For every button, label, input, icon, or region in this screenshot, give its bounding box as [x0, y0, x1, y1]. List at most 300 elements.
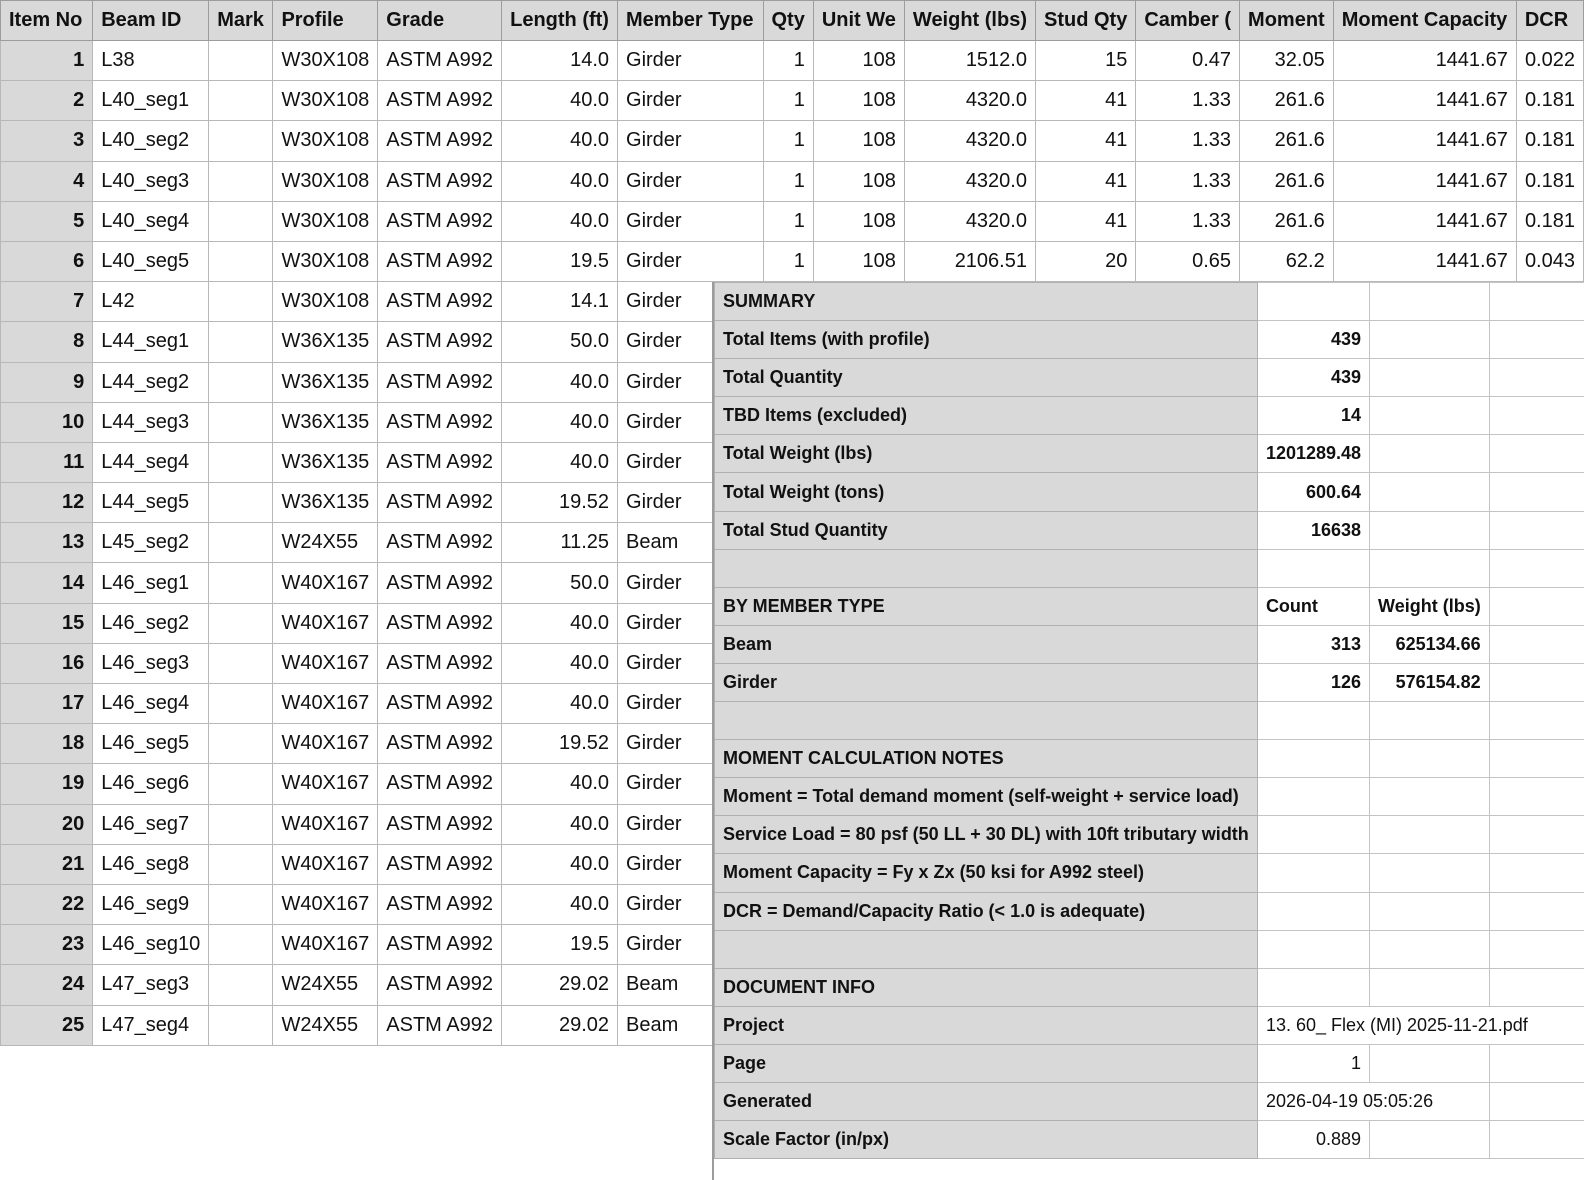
weight-cell[interactable]: 4320.0	[904, 81, 1035, 121]
length-cell[interactable]: 11.25	[502, 523, 618, 563]
total-weight-tons-value[interactable]: 600.64	[1257, 473, 1369, 511]
item-no-cell[interactable]: 20	[1, 804, 93, 844]
empty-cell[interactable]	[1370, 397, 1490, 435]
unit-weight-cell[interactable]: 108	[813, 41, 904, 81]
mark-cell[interactable]	[209, 764, 273, 804]
mark-cell[interactable]	[209, 121, 273, 161]
generated-value[interactable]: 2026-04-19 05:05:26	[1257, 1082, 1489, 1120]
beam-id-cell[interactable]: L46_seg2	[93, 603, 209, 643]
empty-cell[interactable]	[1257, 854, 1369, 892]
weight-cell[interactable]: 1512.0	[904, 41, 1035, 81]
profile-cell[interactable]: W40X167	[273, 603, 378, 643]
moment-capacity-cell[interactable]: 1441.67	[1333, 161, 1516, 201]
empty-cell[interactable]	[1370, 321, 1490, 359]
empty-cell[interactable]	[1370, 359, 1490, 397]
length-cell[interactable]: 40.0	[502, 884, 618, 924]
empty-cell[interactable]	[1489, 283, 1584, 321]
column-header-camber[interactable]: Camber (	[1136, 1, 1240, 41]
length-cell[interactable]: 19.5	[502, 241, 618, 281]
empty-cell[interactable]	[1370, 1121, 1490, 1159]
summary-section-title[interactable]: SUMMARY	[715, 283, 1258, 321]
length-cell[interactable]: 40.0	[502, 161, 618, 201]
empty-cell[interactable]	[1489, 663, 1584, 701]
beam-id-cell[interactable]: L42	[93, 282, 209, 322]
length-cell[interactable]: 40.0	[502, 362, 618, 402]
scale-factor-label[interactable]: Scale Factor (in/px)	[715, 1121, 1258, 1159]
item-no-cell[interactable]: 8	[1, 322, 93, 362]
beam-id-cell[interactable]: L46_seg9	[93, 884, 209, 924]
item-no-cell[interactable]: 21	[1, 844, 93, 884]
empty-cell[interactable]	[715, 702, 1258, 740]
dcr-cell[interactable]: 0.181	[1516, 81, 1583, 121]
camber-cell[interactable]: 0.65	[1136, 241, 1240, 281]
beam-count-value[interactable]: 313	[1257, 625, 1369, 663]
mark-cell[interactable]	[209, 925, 273, 965]
column-header-stud-qty[interactable]: Stud Qty	[1035, 1, 1135, 41]
grade-cell[interactable]: ASTM A992	[378, 563, 502, 603]
member-type-cell[interactable]: Beam	[618, 1005, 763, 1045]
mark-cell[interactable]	[209, 684, 273, 724]
item-no-cell[interactable]: 11	[1, 442, 93, 482]
generated-label[interactable]: Generated	[715, 1082, 1258, 1120]
total-items-value[interactable]: 439	[1257, 321, 1369, 359]
girder-count-value[interactable]: 126	[1257, 663, 1369, 701]
empty-cell[interactable]	[1489, 473, 1584, 511]
mark-cell[interactable]	[209, 844, 273, 884]
qty-cell[interactable]: 1	[763, 161, 813, 201]
grade-cell[interactable]: ASTM A992	[378, 241, 502, 281]
empty-cell[interactable]	[1489, 397, 1584, 435]
mark-cell[interactable]	[209, 282, 273, 322]
profile-cell[interactable]: W36X135	[273, 322, 378, 362]
beam-id-cell[interactable]: L44_seg4	[93, 442, 209, 482]
beam-id-cell[interactable]: L46_seg1	[93, 563, 209, 603]
empty-cell[interactable]	[1370, 740, 1490, 778]
profile-cell[interactable]: W24X55	[273, 523, 378, 563]
beam-id-cell[interactable]: L46_seg3	[93, 643, 209, 683]
total-weight-lbs-label[interactable]: Total Weight (lbs)	[715, 435, 1258, 473]
weight-cell[interactable]: 2106.51	[904, 241, 1035, 281]
weight-header[interactable]: Weight (lbs)	[1370, 587, 1490, 625]
mark-cell[interactable]	[209, 1005, 273, 1045]
empty-cell[interactable]	[1257, 968, 1369, 1006]
weight-cell[interactable]: 4320.0	[904, 161, 1035, 201]
empty-cell[interactable]	[1370, 930, 1490, 968]
member-type-cell[interactable]: Girder	[618, 161, 763, 201]
total-quantity-value[interactable]: 439	[1257, 359, 1369, 397]
item-no-cell[interactable]: 12	[1, 483, 93, 523]
total-quantity-label[interactable]: Total Quantity	[715, 359, 1258, 397]
empty-cell[interactable]	[1370, 702, 1490, 740]
profile-cell[interactable]: W40X167	[273, 563, 378, 603]
page-label[interactable]: Page	[715, 1044, 1258, 1082]
member-type-cell[interactable]: Girder	[618, 241, 763, 281]
mark-cell[interactable]	[209, 643, 273, 683]
beam-id-cell[interactable]: L40_seg2	[93, 121, 209, 161]
dcr-cell[interactable]: 0.181	[1516, 201, 1583, 241]
empty-cell[interactable]	[1489, 892, 1584, 930]
moment-cell[interactable]: 62.2	[1240, 241, 1334, 281]
column-header-moment-capacity[interactable]: Moment Capacity	[1333, 1, 1516, 41]
item-no-cell[interactable]: 6	[1, 241, 93, 281]
empty-cell[interactable]	[1489, 930, 1584, 968]
beam-weight-value[interactable]: 625134.66	[1370, 625, 1490, 663]
total-items-label[interactable]: Total Items (with profile)	[715, 321, 1258, 359]
note-dcr[interactable]: DCR = Demand/Capacity Ratio (< 1.0 is adequate)	[715, 892, 1258, 930]
profile-cell[interactable]: W36X135	[273, 483, 378, 523]
grade-cell[interactable]: ASTM A992	[378, 442, 502, 482]
qty-cell[interactable]: 1	[763, 81, 813, 121]
column-header-moment[interactable]: Moment	[1240, 1, 1334, 41]
item-no-cell[interactable]: 9	[1, 362, 93, 402]
unit-weight-cell[interactable]: 108	[813, 81, 904, 121]
grade-cell[interactable]: ASTM A992	[378, 81, 502, 121]
member-type-cell[interactable]: Girder	[618, 724, 763, 764]
project-label[interactable]: Project	[715, 1006, 1258, 1044]
item-no-cell[interactable]: 23	[1, 925, 93, 965]
empty-cell[interactable]	[1370, 473, 1490, 511]
empty-cell[interactable]	[1489, 968, 1584, 1006]
unit-weight-cell[interactable]: 108	[813, 161, 904, 201]
column-header-weight[interactable]: Weight (lbs)	[904, 1, 1035, 41]
member-type-cell[interactable]: Girder	[618, 282, 763, 322]
profile-cell[interactable]: W40X167	[273, 684, 378, 724]
grade-cell[interactable]: ASTM A992	[378, 322, 502, 362]
member-type-cell[interactable]: Girder	[618, 603, 763, 643]
length-cell[interactable]: 40.0	[502, 844, 618, 884]
length-cell[interactable]: 40.0	[502, 121, 618, 161]
moment-cell[interactable]: 261.6	[1240, 161, 1334, 201]
beam-id-cell[interactable]: L46_seg5	[93, 724, 209, 764]
grade-cell[interactable]: ASTM A992	[378, 764, 502, 804]
member-type-cell[interactable]: Girder	[618, 764, 763, 804]
mark-cell[interactable]	[209, 523, 273, 563]
item-no-cell[interactable]: 7	[1, 282, 93, 322]
beam-id-cell[interactable]: L45_seg2	[93, 523, 209, 563]
notes-section-title[interactable]: MOMENT CALCULATION NOTES	[715, 740, 1258, 778]
empty-cell[interactable]	[1257, 892, 1369, 930]
empty-cell[interactable]	[1489, 321, 1584, 359]
profile-cell[interactable]: W30X108	[273, 121, 378, 161]
member-type-cell[interactable]: Girder	[618, 884, 763, 924]
column-header-unit-weight[interactable]: Unit We	[813, 1, 904, 41]
beam-id-cell[interactable]: L46_seg10	[93, 925, 209, 965]
profile-cell[interactable]: W30X108	[273, 41, 378, 81]
empty-cell[interactable]	[1489, 740, 1584, 778]
member-type-cell[interactable]: Girder	[618, 81, 763, 121]
moment-cell[interactable]: 261.6	[1240, 201, 1334, 241]
profile-cell[interactable]: W40X167	[273, 764, 378, 804]
beam-id-cell[interactable]: L44_seg2	[93, 362, 209, 402]
total-stud-quantity-label[interactable]: Total Stud Quantity	[715, 511, 1258, 549]
scale-factor-value[interactable]: 0.889	[1257, 1121, 1369, 1159]
qty-cell[interactable]: 1	[763, 241, 813, 281]
empty-cell[interactable]	[1257, 549, 1369, 587]
beam-id-cell[interactable]: L47_seg4	[93, 1005, 209, 1045]
stud-qty-cell[interactable]: 20	[1035, 241, 1135, 281]
profile-cell[interactable]: W36X135	[273, 442, 378, 482]
beam-id-cell[interactable]: L46_seg7	[93, 804, 209, 844]
empty-cell[interactable]	[1370, 892, 1490, 930]
length-cell[interactable]: 40.0	[502, 684, 618, 724]
length-cell[interactable]: 40.0	[502, 764, 618, 804]
item-no-cell[interactable]: 25	[1, 1005, 93, 1045]
member-type-cell[interactable]: Girder	[618, 684, 763, 724]
item-no-cell[interactable]: 10	[1, 402, 93, 442]
grade-cell[interactable]: ASTM A992	[378, 282, 502, 322]
beam-id-cell[interactable]: L38	[93, 41, 209, 81]
mark-cell[interactable]	[209, 483, 273, 523]
mark-cell[interactable]	[209, 442, 273, 482]
grade-cell[interactable]: ASTM A992	[378, 965, 502, 1005]
column-header-dcr[interactable]: DCR	[1516, 1, 1583, 41]
empty-cell[interactable]	[1489, 625, 1584, 663]
unit-weight-cell[interactable]: 108	[813, 241, 904, 281]
empty-cell[interactable]	[1257, 778, 1369, 816]
qty-cell[interactable]: 1	[763, 121, 813, 161]
moment-capacity-cell[interactable]: 1441.67	[1333, 121, 1516, 161]
member-type-cell[interactable]: Girder	[618, 844, 763, 884]
grade-cell[interactable]: ASTM A992	[378, 603, 502, 643]
mark-cell[interactable]	[209, 41, 273, 81]
total-stud-quantity-value[interactable]: 16638	[1257, 511, 1369, 549]
beam-id-cell[interactable]: L40_seg3	[93, 161, 209, 201]
empty-cell[interactable]	[1489, 854, 1584, 892]
count-header[interactable]: Count	[1257, 587, 1369, 625]
empty-cell[interactable]	[1489, 549, 1584, 587]
beam-id-cell[interactable]: L40_seg4	[93, 201, 209, 241]
beam-id-cell[interactable]: L44_seg3	[93, 402, 209, 442]
item-no-cell[interactable]: 19	[1, 764, 93, 804]
mark-cell[interactable]	[209, 884, 273, 924]
member-type-cell[interactable]: Beam	[618, 965, 763, 1005]
grade-cell[interactable]: ASTM A992	[378, 523, 502, 563]
item-no-cell[interactable]: 15	[1, 603, 93, 643]
empty-cell[interactable]	[1257, 930, 1369, 968]
empty-cell[interactable]	[1489, 587, 1584, 625]
stud-qty-cell[interactable]: 41	[1035, 161, 1135, 201]
empty-cell[interactable]	[1489, 435, 1584, 473]
unit-weight-cell[interactable]: 108	[813, 201, 904, 241]
camber-cell[interactable]: 0.47	[1136, 41, 1240, 81]
column-header-beam-id[interactable]: Beam ID	[93, 1, 209, 41]
profile-cell[interactable]: W30X108	[273, 282, 378, 322]
mark-cell[interactable]	[209, 362, 273, 402]
member-type-cell[interactable]: Beam	[618, 523, 763, 563]
profile-cell[interactable]: W30X108	[273, 161, 378, 201]
project-value[interactable]: 13. 60_ Flex (MI) 2025-11-21.pdf	[1257, 1006, 1584, 1044]
empty-cell[interactable]	[1370, 435, 1490, 473]
moment-capacity-cell[interactable]: 1441.67	[1333, 81, 1516, 121]
beam-id-cell[interactable]: L46_seg8	[93, 844, 209, 884]
length-cell[interactable]: 40.0	[502, 201, 618, 241]
grade-cell[interactable]: ASTM A992	[378, 884, 502, 924]
member-type-cell[interactable]: Girder	[618, 121, 763, 161]
grade-cell[interactable]: ASTM A992	[378, 402, 502, 442]
length-cell[interactable]: 40.0	[502, 643, 618, 683]
empty-cell[interactable]	[1370, 511, 1490, 549]
tbd-items-value[interactable]: 14	[1257, 397, 1369, 435]
length-cell[interactable]: 40.0	[502, 81, 618, 121]
profile-cell[interactable]: W24X55	[273, 965, 378, 1005]
item-no-cell[interactable]: 14	[1, 563, 93, 603]
grade-cell[interactable]: ASTM A992	[378, 643, 502, 683]
grade-cell[interactable]: ASTM A992	[378, 41, 502, 81]
empty-cell[interactable]	[1489, 511, 1584, 549]
length-cell[interactable]: 40.0	[502, 402, 618, 442]
camber-cell[interactable]: 1.33	[1136, 121, 1240, 161]
grade-cell[interactable]: ASTM A992	[378, 1005, 502, 1045]
empty-cell[interactable]	[1257, 283, 1369, 321]
length-cell[interactable]: 40.0	[502, 804, 618, 844]
weight-cell[interactable]: 4320.0	[904, 121, 1035, 161]
mark-cell[interactable]	[209, 241, 273, 281]
beam-type-label[interactable]: Beam	[715, 625, 1258, 663]
column-header-qty[interactable]: Qty	[763, 1, 813, 41]
empty-cell[interactable]	[1370, 1044, 1490, 1082]
item-no-cell[interactable]: 13	[1, 523, 93, 563]
weight-cell[interactable]: 4320.0	[904, 201, 1035, 241]
girder-type-label[interactable]: Girder	[715, 663, 1258, 701]
mark-cell[interactable]	[209, 201, 273, 241]
member-type-cell[interactable]: Girder	[618, 442, 763, 482]
beam-id-cell[interactable]: L44_seg1	[93, 322, 209, 362]
note-service-load[interactable]: Service Load = 80 psf (50 LL + 30 DL) with 10ft tributary width	[715, 816, 1258, 854]
mark-cell[interactable]	[209, 322, 273, 362]
dcr-cell[interactable]: 0.181	[1516, 121, 1583, 161]
length-cell[interactable]: 19.52	[502, 483, 618, 523]
empty-cell[interactable]	[1489, 778, 1584, 816]
item-no-cell[interactable]: 3	[1, 121, 93, 161]
beam-id-cell[interactable]: L40_seg1	[93, 81, 209, 121]
member-type-cell[interactable]: Girder	[618, 643, 763, 683]
empty-cell[interactable]	[1370, 854, 1490, 892]
member-type-cell[interactable]: Girder	[618, 483, 763, 523]
length-cell[interactable]: 29.02	[502, 1005, 618, 1045]
tbd-items-label[interactable]: TBD Items (excluded)	[715, 397, 1258, 435]
item-no-cell[interactable]: 22	[1, 884, 93, 924]
girder-weight-value[interactable]: 576154.82	[1370, 663, 1490, 701]
mark-cell[interactable]	[209, 161, 273, 201]
empty-cell[interactable]	[1370, 549, 1490, 587]
grade-cell[interactable]: ASTM A992	[378, 724, 502, 764]
note-moment-capacity[interactable]: Moment Capacity = Fy x Zx (50 ksi for A992 steel)	[715, 854, 1258, 892]
note-moment[interactable]: Moment = Total demand moment (self-weight + service load)	[715, 778, 1258, 816]
item-no-cell[interactable]: 16	[1, 643, 93, 683]
dcr-cell[interactable]: 0.022	[1516, 41, 1583, 81]
item-no-cell[interactable]: 1	[1, 41, 93, 81]
mark-cell[interactable]	[209, 603, 273, 643]
length-cell[interactable]: 40.0	[502, 603, 618, 643]
length-cell[interactable]: 14.0	[502, 41, 618, 81]
grade-cell[interactable]: ASTM A992	[378, 844, 502, 884]
grade-cell[interactable]: ASTM A992	[378, 804, 502, 844]
camber-cell[interactable]: 1.33	[1136, 201, 1240, 241]
member-type-cell[interactable]: Girder	[618, 804, 763, 844]
item-no-cell[interactable]: 17	[1, 684, 93, 724]
profile-cell[interactable]: W24X55	[273, 1005, 378, 1045]
profile-cell[interactable]: W36X135	[273, 402, 378, 442]
document-info-section-title[interactable]: DOCUMENT INFO	[715, 968, 1258, 1006]
empty-cell[interactable]	[1370, 283, 1490, 321]
camber-cell[interactable]: 1.33	[1136, 161, 1240, 201]
qty-cell[interactable]: 1	[763, 41, 813, 81]
grade-cell[interactable]: ASTM A992	[378, 684, 502, 724]
length-cell[interactable]: 29.02	[502, 965, 618, 1005]
moment-cell[interactable]: 261.6	[1240, 121, 1334, 161]
mark-cell[interactable]	[209, 804, 273, 844]
profile-cell[interactable]: W30X108	[273, 81, 378, 121]
grade-cell[interactable]: ASTM A992	[378, 925, 502, 965]
column-header-profile[interactable]: Profile	[273, 1, 378, 41]
empty-cell[interactable]	[1370, 778, 1490, 816]
column-header-grade[interactable]: Grade	[378, 1, 502, 41]
empty-cell[interactable]	[1257, 702, 1369, 740]
member-type-cell[interactable]: Girder	[618, 563, 763, 603]
stud-qty-cell[interactable]: 41	[1035, 201, 1135, 241]
member-type-cell[interactable]: Girder	[618, 322, 763, 362]
empty-cell[interactable]	[1370, 968, 1490, 1006]
length-cell[interactable]: 19.52	[502, 724, 618, 764]
empty-cell[interactable]	[1489, 816, 1584, 854]
profile-cell[interactable]: W40X167	[273, 724, 378, 764]
unit-weight-cell[interactable]: 108	[813, 121, 904, 161]
grade-cell[interactable]: ASTM A992	[378, 483, 502, 523]
empty-cell[interactable]	[715, 930, 1258, 968]
total-weight-tons-label[interactable]: Total Weight (tons)	[715, 473, 1258, 511]
stud-qty-cell[interactable]: 41	[1035, 81, 1135, 121]
grade-cell[interactable]: ASTM A992	[378, 201, 502, 241]
profile-cell[interactable]: W40X167	[273, 844, 378, 884]
moment-cell[interactable]: 32.05	[1240, 41, 1334, 81]
moment-capacity-cell[interactable]: 1441.67	[1333, 241, 1516, 281]
beam-id-cell[interactable]: L46_seg4	[93, 684, 209, 724]
beam-id-cell[interactable]: L40_seg5	[93, 241, 209, 281]
empty-cell[interactable]	[1257, 816, 1369, 854]
length-cell[interactable]: 50.0	[502, 322, 618, 362]
stud-qty-cell[interactable]: 41	[1035, 121, 1135, 161]
profile-cell[interactable]: W36X135	[273, 362, 378, 402]
moment-capacity-cell[interactable]: 1441.67	[1333, 201, 1516, 241]
item-no-cell[interactable]: 4	[1, 161, 93, 201]
grade-cell[interactable]: ASTM A992	[378, 161, 502, 201]
total-weight-lbs-value[interactable]: 1201289.48	[1257, 435, 1369, 473]
length-cell[interactable]: 14.1	[502, 282, 618, 322]
dcr-cell[interactable]: 0.181	[1516, 161, 1583, 201]
beam-id-cell[interactable]: L47_seg3	[93, 965, 209, 1005]
empty-cell[interactable]	[715, 549, 1258, 587]
moment-capacity-cell[interactable]: 1441.67	[1333, 41, 1516, 81]
mark-cell[interactable]	[209, 402, 273, 442]
item-no-cell[interactable]: 2	[1, 81, 93, 121]
empty-cell[interactable]	[1489, 1044, 1584, 1082]
stud-qty-cell[interactable]: 15	[1035, 41, 1135, 81]
column-header-mark[interactable]: Mark	[209, 1, 273, 41]
profile-cell[interactable]: W30X108	[273, 241, 378, 281]
empty-cell[interactable]	[1489, 702, 1584, 740]
empty-cell[interactable]	[1489, 1121, 1584, 1159]
member-type-cell[interactable]: Girder	[618, 925, 763, 965]
profile-cell[interactable]: W40X167	[273, 804, 378, 844]
empty-cell[interactable]	[1489, 359, 1584, 397]
beam-id-cell[interactable]: L46_seg6	[93, 764, 209, 804]
grade-cell[interactable]: ASTM A992	[378, 362, 502, 402]
column-header-item-no[interactable]: Item No	[1, 1, 93, 41]
member-type-section-title[interactable]: BY MEMBER TYPE	[715, 587, 1258, 625]
length-cell[interactable]: 40.0	[502, 442, 618, 482]
profile-cell[interactable]: W30X108	[273, 201, 378, 241]
page-value[interactable]: 1	[1257, 1044, 1369, 1082]
